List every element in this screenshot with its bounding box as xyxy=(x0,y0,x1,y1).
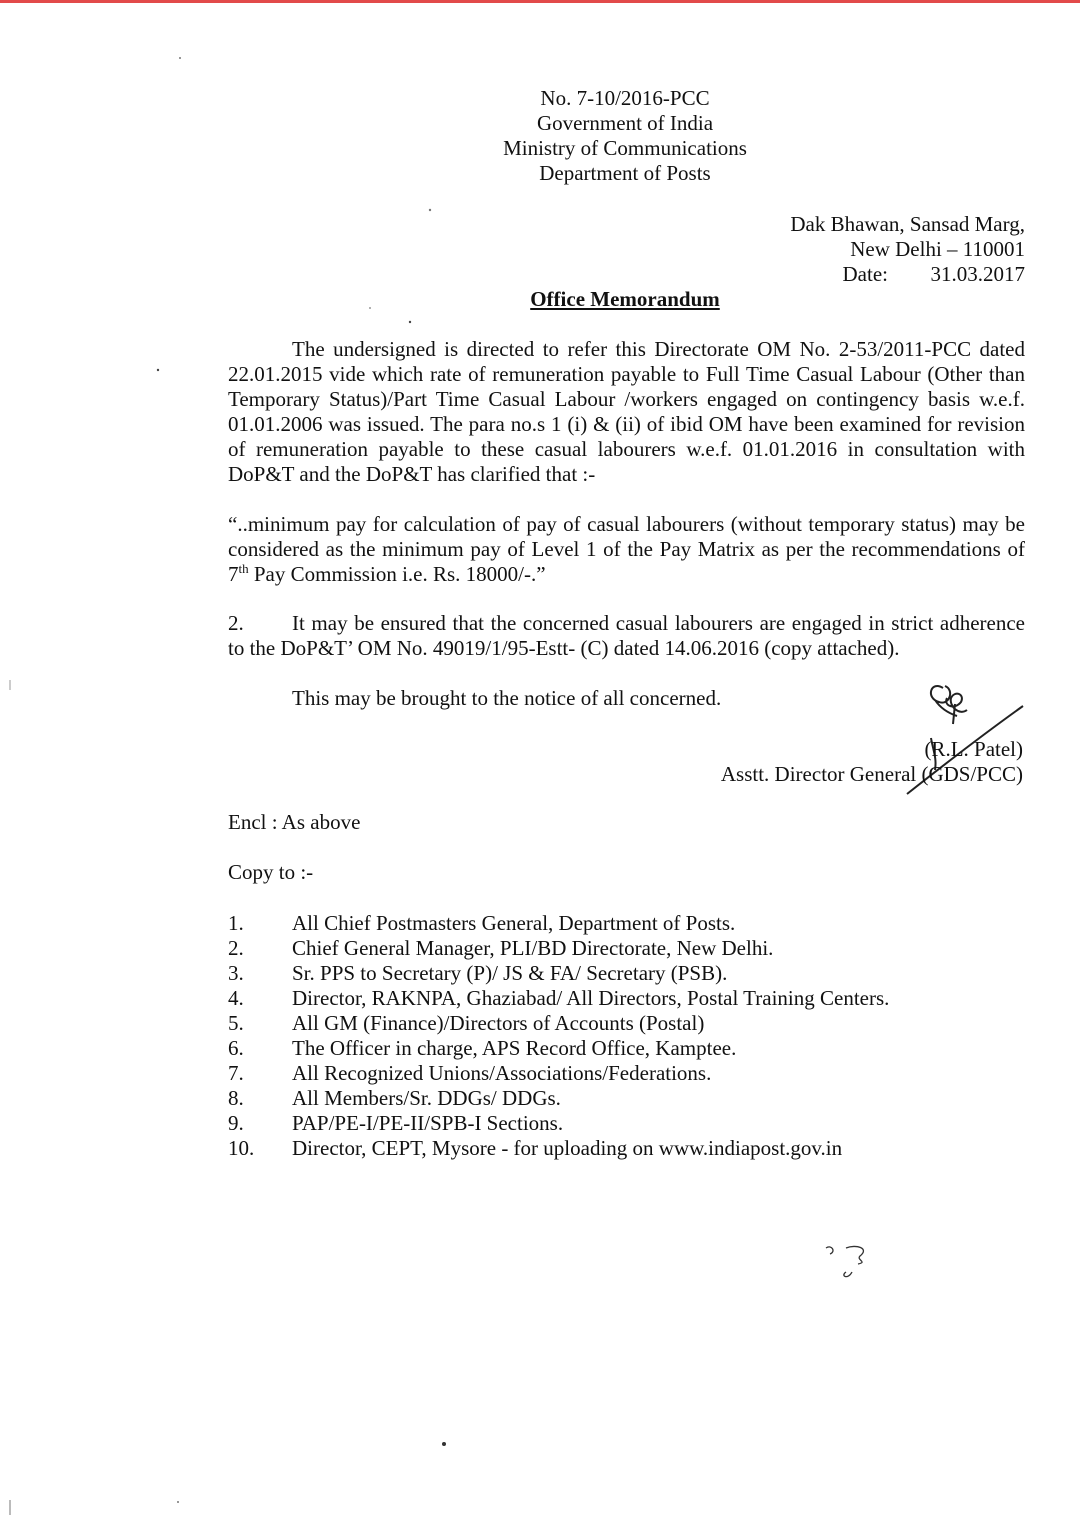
paragraph-2 xyxy=(228,611,1025,661)
paragraph-2-number: 2. xyxy=(228,611,244,635)
ministry-name: Ministry of Communications xyxy=(503,136,747,160)
list-item-text: Sr. PPS to Secretary (P)/ JS & FA/ Secretary (PSB). xyxy=(292,961,728,985)
list-item-text: PAP/PE-I/PE-II/SPB-I Sections. xyxy=(292,1111,564,1135)
list-item xyxy=(228,1036,1028,1061)
list-item-number: 8. xyxy=(228,1086,244,1110)
list-item xyxy=(228,1086,1028,1111)
list-item xyxy=(228,1011,1028,1036)
list-item-number: 1. xyxy=(228,911,244,935)
list-item-number: 5. xyxy=(228,1011,244,1035)
address-line-1: Dak Bhawan, Sansad Marg, xyxy=(790,212,1025,236)
list-item xyxy=(228,1136,1028,1161)
list-item xyxy=(228,961,1028,986)
date-line xyxy=(700,262,1025,287)
letter-header xyxy=(430,86,820,186)
list-item-text: All Recognized Unions/Associations/Federations. xyxy=(292,1061,712,1085)
list-item-text: Chief General Manager, PLI/BD Directorate, New Delhi. xyxy=(292,936,774,960)
list-item-number: 10. xyxy=(228,1136,255,1160)
quote-text-2: Pay Commission i.e. Rs. 18000/-.” xyxy=(248,562,546,586)
list-item-number: 2. xyxy=(228,936,244,960)
address-block xyxy=(700,212,1025,287)
signatory-name: (R.L. Patel) xyxy=(924,737,1023,761)
signatory-designation: Asstt. Director General (GDS/PCC) xyxy=(720,762,1023,786)
list-item-text: All GM (Finance)/Directors of Accounts (Postal) xyxy=(292,1011,705,1035)
list-item xyxy=(228,936,1028,961)
list-item-number: 9. xyxy=(228,1111,244,1135)
list-item-text: All Members/Sr. DDGs/ DDGs. xyxy=(292,1086,561,1110)
date-value: 31.03.2017 xyxy=(930,262,1025,286)
list-item-number: 3. xyxy=(228,961,244,985)
file-number: No. 7-10/2016-PCC xyxy=(540,86,710,110)
enclosure-note: Encl : As above xyxy=(228,810,361,834)
copy-to-list xyxy=(228,911,1028,1161)
top-border-line xyxy=(0,0,1080,3)
list-item-text: The Officer in charge, APS Record Office, Kamptee. xyxy=(292,1036,737,1060)
list-item xyxy=(228,1061,1028,1086)
paragraph-1 xyxy=(228,337,1025,487)
address-line-2: New Delhi – 110001 xyxy=(850,237,1025,261)
department-name: Department of Posts xyxy=(539,161,711,185)
quote-text-1: “..minimum pay for calculation of pay of casual labourers (without temporary status) may be considered as the minimum pay of Level 1 of the Pay Matrix as per the recommendations of 7 xyxy=(228,512,1025,586)
list-item-text: All Chief Postmasters General, Department of Posts. xyxy=(292,911,736,935)
list-item-text: Director, CEPT, Mysore - for uploading on www.indiapost.gov.in xyxy=(292,1136,843,1160)
government-name: Government of India xyxy=(536,111,714,135)
list-item xyxy=(228,1111,1028,1136)
list-item xyxy=(228,986,1028,1011)
paragraph-3: This may be brought to the notice of all concerned. xyxy=(292,686,722,710)
list-item-text: Director, RAKNPA, Ghaziabad/ All Directors, Postal Training Centers. xyxy=(292,986,890,1010)
list-item-number: 4. xyxy=(228,986,244,1010)
copy-to-heading: Copy to :- xyxy=(228,860,314,884)
list-item-number: 7. xyxy=(228,1061,244,1085)
memo-title: Office Memorandum xyxy=(530,287,720,311)
date-label: Date: xyxy=(842,262,888,286)
paragraph-2-text: It may be ensured that the concerned casual labourers are engaged in strict adherence to the DoP&T’ OM No. 49019/1/95-Estt- (C) dated 14.06.2016 (copy attached). xyxy=(228,611,1025,660)
list-item xyxy=(228,911,1028,936)
paragraph-1-text: The undersigned is directed to refer this Directorate OM No. 2-53/2011-PCC dated 22.01.2015 vide which rate of remuneration payable to Full Time Casual Labour (Other than Temporary Status)/Part Time Casual Labour /workers engaged on contingency basis w.e.f. 01.01.2006 was issued. The para no.s 1 (i) & (ii) of ibid OM have been examined for revision of remuneration payable to these casual labourers w.e.f. 01.01.2016 in consultation with DoP&T and the DoP&T has clarified that :- xyxy=(228,337,1025,486)
list-item-number: 6. xyxy=(228,1036,244,1060)
quote-superscript: th xyxy=(238,561,249,576)
clarification-quote xyxy=(228,512,1025,587)
